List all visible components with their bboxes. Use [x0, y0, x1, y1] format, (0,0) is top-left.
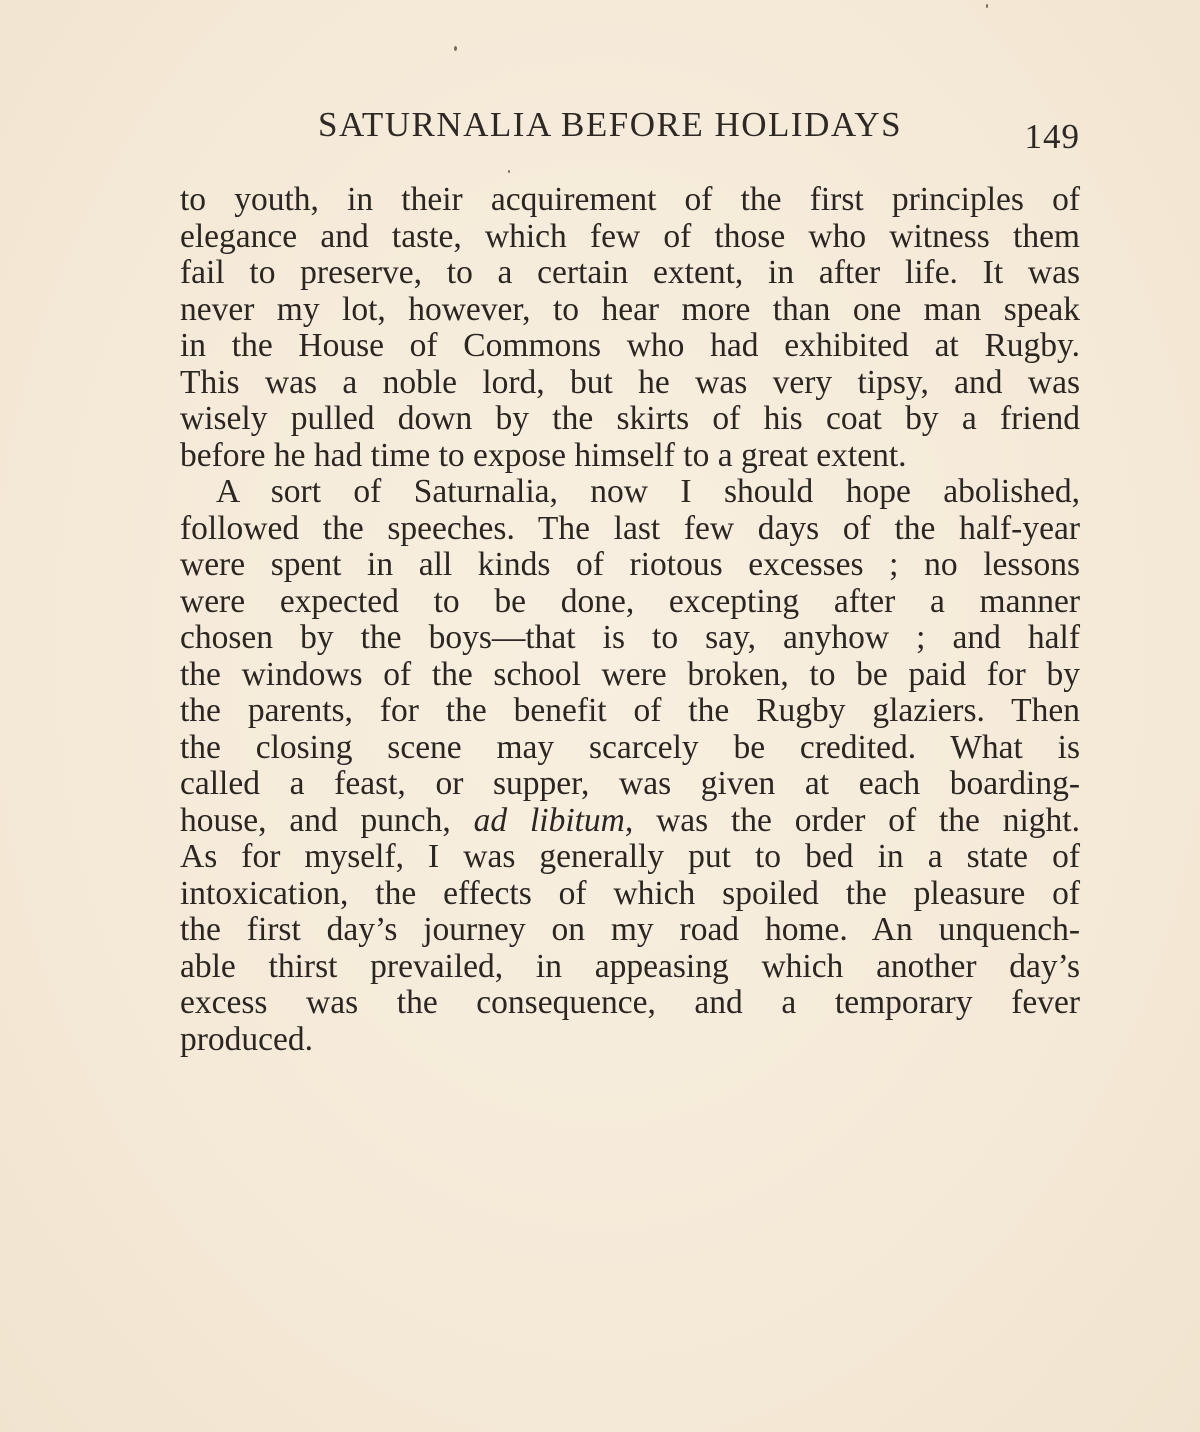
text-line: never my lot, however, to hear more than one man speak: [180, 290, 1080, 328]
text-line: able thirst prevailed, in appeasing which another day’s: [180, 947, 1080, 985]
text-line: before he had time to expose himself to a great extent.: [180, 436, 907, 474]
text-line: were spent in all kinds of riotous excesses ; no lessons: [180, 546, 1080, 583]
text-line: fail to preserve, to a certain extent, in after life. It was: [180, 254, 1080, 291]
text-line: in the House of Commons who had exhibited at Rugby.: [180, 327, 1080, 364]
paper-speck: [986, 4, 988, 8]
text-line: the first day’s journey on my road home. An unquench-: [180, 911, 1080, 948]
page-number: 149: [1024, 117, 1080, 156]
text-line: the closing scene may scarcely be credited. What is: [180, 728, 1080, 766]
text-line: As for myself, I was generally put to bed in a state of: [180, 838, 1080, 875]
text-segment: was the order of the night.: [633, 801, 1080, 839]
text-line: produced.: [180, 1020, 314, 1058]
text-line: intoxication, the effects of which spoiled the pleasure of: [180, 874, 1080, 912]
text-line: to youth, in their acquirement of the first principles of: [180, 181, 1080, 218]
italic-phrase: ad libitum,: [473, 801, 634, 839]
paper-speck: [454, 46, 457, 51]
text-line: followed the speeches. The last few days of the half-year: [180, 509, 1080, 547]
body-text: [180, 182, 1080, 1058]
text-line: This was a noble lord, but he was very tipsy, and was: [180, 363, 1080, 401]
text-line: elegance and taste, which few of those who witness them: [180, 217, 1080, 255]
running-head: [318, 105, 1080, 155]
text-line: chosen by the boys—that is to say, anyhow ; and half: [180, 619, 1080, 656]
text-line: the windows of the school were broken, to be paid for by: [180, 655, 1080, 693]
text-segment: house, and punch,: [180, 801, 474, 839]
text-line: called a feast, or supper, was given at each boarding-: [180, 765, 1080, 802]
text-line: were expected to be done, excepting after a manner: [180, 582, 1080, 620]
text-line: A sort of Saturnalia, now I should hope abolished,: [216, 473, 1080, 510]
text-line: excess was the consequence, and a temporary fever: [180, 984, 1080, 1021]
text-line: wisely pulled down by the skirts of his coat by a friend: [180, 400, 1080, 437]
text-line: the parents, for the benefit of the Rugby glaziers. Then: [180, 692, 1080, 729]
paper-speck: [508, 170, 510, 173]
running-title: SATURNALIA BEFORE HOLIDAYS: [318, 105, 903, 144]
text-line-with-italic: [180, 803, 1080, 840]
